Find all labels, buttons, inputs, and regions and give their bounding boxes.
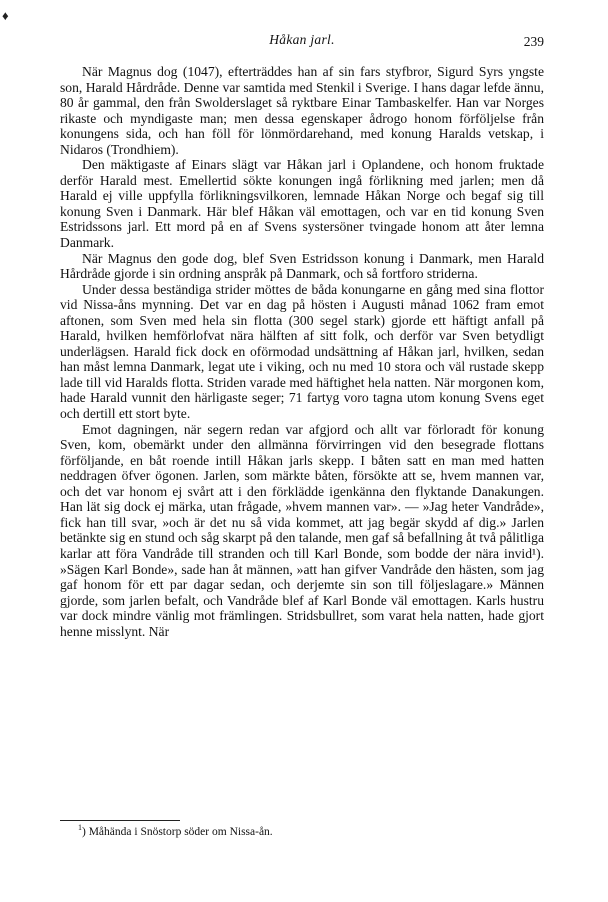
footnote-text: ) Måhända i Snöstorp söder om Nissa-ån. — [82, 825, 273, 838]
paragraph: När Magnus dog (1047), efterträddes han af sin fars styfbror, Sigurd Syrs yngste son, Harald Hårdråde. Denne var samtida med Stenkil i Sverige. I hans dagar lefde ännu, 80 år gammal, den från Swolderslaget så ryktbare Einar Tambaskelfer. Han var Norges rikaste och myndigaste man; men dessa egenskaper ådrogo honom förföljelse från konungens sida, och han föll för lönmördarehand, med konung Haralds vetskap, i Nidaros (Trondhiem). — [60, 64, 544, 157]
paragraph: När Magnus den gode dog, blef Sven Estridsson konung i Danmark, men Harald Hårdråde gjorde i sin ordning anspråk på Danmark, och så fortforo striderna. — [60, 250, 544, 282]
page-header — [60, 32, 544, 52]
footnote-marker: 1 — [78, 823, 82, 832]
footnote-rule — [60, 820, 180, 821]
running-title: Håkan jarl. — [269, 32, 335, 47]
margin-ornament: ♦ — [2, 8, 9, 23]
paragraph: Emot dagningen, när segern redan var afgjord och allt var förloradt för konung Sven, kom, obemärkt under den allmänna förvirringen vid den besegrade flottans förföljande, en båt roende intill Håkan jarls skepp. I båten satt en man med hatten neddragen öfver ögonen. Jarlen, som märkte båten, försökte att se, hvem mannen var, och det var honom ej svårt att i den förklädde igenkänna den flyktande Danakungen. Han lät sig dock ej märka, utan frågade, »hvem mannen var». — »Jag heter Vandråde», fick han till svar, »och är det nu så vida kommet, att jag begär skydd af dig.» Jarlen betänkte sig en stund och såg skarpt på den talande, men gaf så befallning åt två pålitliga karlar att föra Vandråde till stranden och till Karl Bonde, som bodde der nära invid¹). »Sägen Karl Bonde», sade han åt männen, »att han gifver Vandråde den hästen, som jag gaf honom för ett par dagar sedan, och derjemte sin son till följeslagare.» Männen gjorde, som jarlen befalt, och Vandråde blef af Karl Bonde väl emottagen. Karls hustru var dock mindre vänlig mot främlingen. Stridsbullret, som varat hela natten, hade gjort henne misslynt. När — [60, 421, 544, 639]
page-number: 239 — [523, 34, 544, 49]
body-text — [60, 64, 544, 639]
footnote — [78, 823, 273, 838]
paragraph: Den mäktigaste af Einars slägt var Håkan jarl i Oplandene, och honom fruktade derför Harald mest. Emellertid sökte konungen ingå förlikning med jarlen; men då Harald ej ville uppfylla förlikningsvilkoren, lemnade Håkan Norge och begaf sig till konung Sven i Danmark. Här blef Håkan väl emottagen, och var en tid konung Sven Estridssons jarl. Ett mord på en af Svens systersöner tvingade honom att åter lemna Danmark. — [60, 157, 544, 251]
paragraph: Under dessa beständiga strider möttes de båda konungarne en gång med sina flottor vid Nissa-åns mynning. Det var en dag på hösten i Augusti månad 1062 fram emot aftonen, som Sven med hela sin flotta (300 segel stark) gjorde ett häftigt anfall på Harald, hvilken hemförlofvat nära hälften af sitt folk, och derför var Sven betydligt underlägsen. Harald fick dock en oförmodad undsättning af Håkan jarl, hvilken, sedan han måst lemna Danmark, legat ute i viking, och nu med 10 stora och väl rustade skepp lade till vid Haralds flotta. Striden varade med häftighet hela natten. När morgonen kom, hade Harald vunnit den härligaste seger; 71 fartyg voro tagna utom konung Svens eget och dertill ett stort byte. — [60, 281, 544, 422]
